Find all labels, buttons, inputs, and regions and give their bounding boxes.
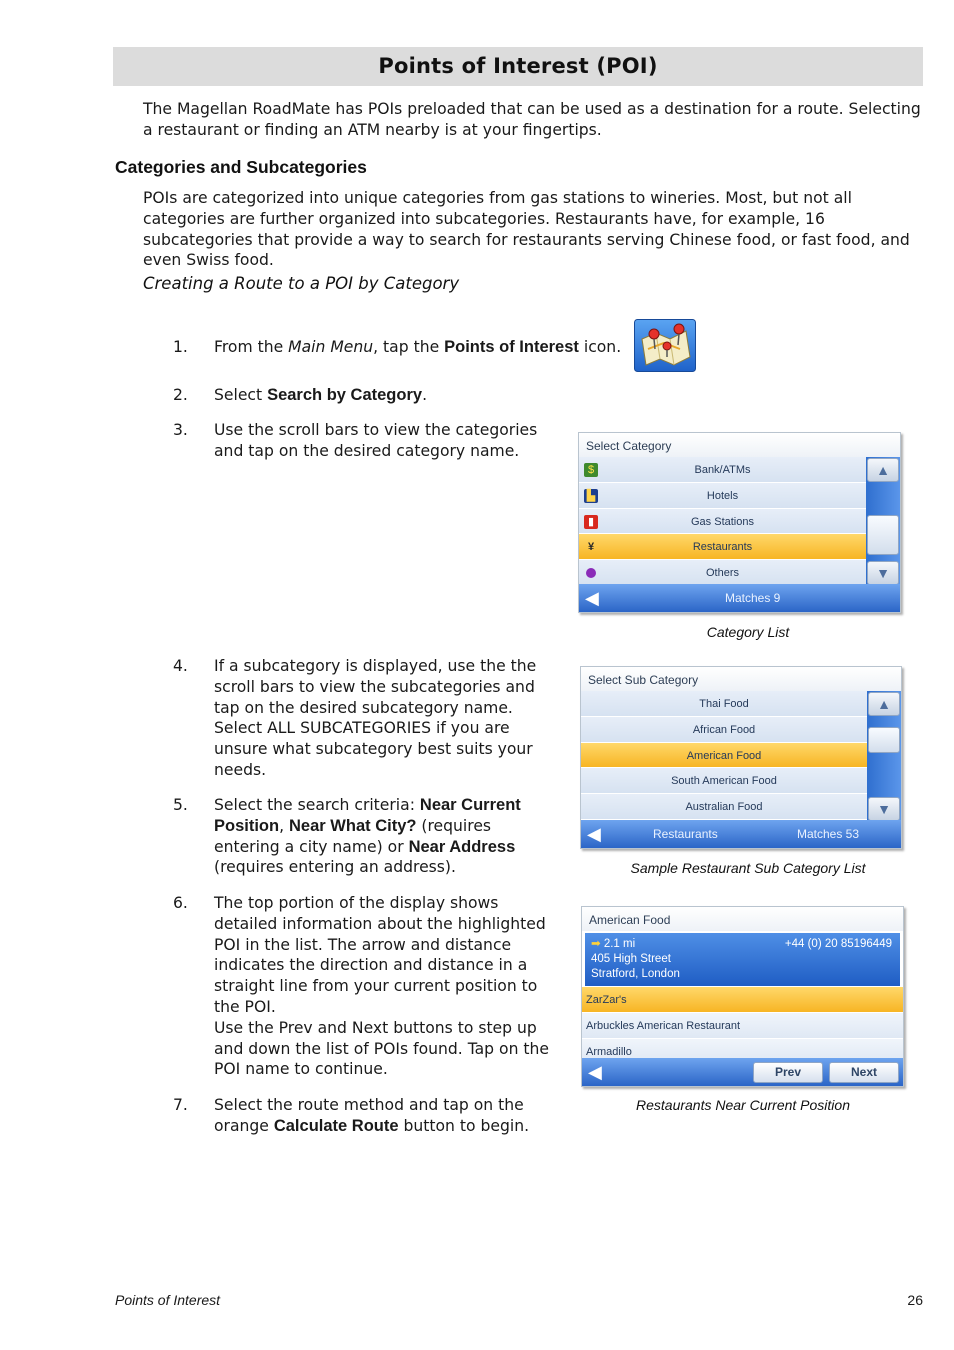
screen-header: Select Sub Category — [581, 667, 901, 691]
back-arrow-icon[interactable]: ◀ — [585, 588, 599, 608]
list-item-label: South American Food — [671, 775, 777, 788]
list-item-selected[interactable] — [579, 534, 866, 560]
list-item-label: African Food — [692, 723, 756, 736]
step-2-text-a: Select — [214, 386, 268, 404]
restaurant-icon: ¥ — [587, 541, 595, 554]
list-item-label: American Food — [686, 749, 762, 762]
step-1-text-c: , tap the — [373, 338, 445, 356]
calculate-route-ref: Calculate Route — [273, 1116, 399, 1135]
list-item[interactable] — [581, 717, 867, 743]
list-item-label: Hotels — [706, 489, 739, 502]
scroll-thumb[interactable] — [867, 515, 899, 555]
screen-header: Select Category — [579, 433, 900, 457]
footer-category: Restaurants — [653, 827, 718, 841]
matches-count: Matches 53 — [797, 827, 860, 841]
scroll-thumb[interactable] — [868, 727, 900, 753]
subsection-heading: Creating a Route to a POI by Category — [143, 274, 460, 293]
figure-caption: Sample Restaurant Sub Category List — [630, 860, 866, 876]
step-4-text: If a subcategory is displayed, use the the scroll bars to view the subcategories and tap on the desired subcategory name. Select ALL SUBCATEGORIES if you are unsure what subcategory best suits your needs. — [214, 657, 537, 779]
restaurants-screen — [581, 906, 904, 1087]
category-list — [579, 457, 866, 586]
step-1-text-e: icon. — [578, 338, 622, 356]
back-arrow-icon[interactable]: ◀ — [587, 824, 601, 844]
near-address-ref: Near Address — [408, 837, 516, 856]
title-bar — [113, 47, 923, 86]
list-item-label: Bank/ATMs — [694, 464, 751, 476]
list-item-label: Thai Food — [699, 698, 749, 710]
prev-button[interactable]: Prev — [753, 1062, 823, 1083]
list-item-label: Restaurants — [692, 541, 753, 554]
list-item-label: Australian Food — [685, 801, 763, 814]
step-2-text — [214, 385, 554, 406]
step-2-number: 2. — [173, 386, 188, 404]
list-item[interactable] — [582, 1013, 903, 1039]
list-item[interactable] — [579, 560, 866, 586]
direction-arrow-icon: ➡ — [591, 938, 601, 950]
subcategory-list-screen — [580, 666, 902, 849]
step-1-number: 1. — [173, 338, 188, 356]
figure-caption: Restaurants Near Current Position — [636, 1097, 850, 1113]
list-item-label: Armadillo — [586, 1045, 632, 1058]
section-heading: Categories and Subcategories — [115, 157, 367, 177]
figure-caption: Category List — [706, 624, 790, 640]
search-by-category-ref: Search by Category — [267, 386, 423, 404]
page-number: 26 — [907, 1292, 923, 1308]
list-item-label: Others — [705, 567, 739, 580]
map-poi-icon — [634, 319, 696, 372]
list-item[interactable] — [579, 457, 866, 483]
step-5-text-a: Select the search criteria: — [214, 796, 420, 814]
poi-distance: 2.1 mi — [603, 938, 636, 950]
list-item[interactable] — [581, 794, 867, 820]
step-5-number: 5. — [173, 796, 188, 814]
subcategory-list — [581, 691, 867, 822]
poi-list — [582, 987, 903, 1064]
list-item[interactable] — [581, 691, 867, 717]
poi-street: 405 High Street — [591, 953, 671, 965]
list-item[interactable] — [581, 768, 867, 794]
intro-paragraph: The Magellan RoadMate has POIs preloaded that can be used as a destination for a route. Selecting a restaurant or finding an ATM nearby is at your fingertips. — [143, 100, 921, 139]
scrollbar[interactable] — [866, 457, 900, 586]
list-item-label: ZarZar's — [586, 994, 627, 1006]
hotel-icon: ▙ — [584, 489, 598, 503]
step-1-text-a: From the — [214, 338, 289, 356]
step-6-number: 6. — [173, 894, 188, 912]
back-arrow-icon[interactable]: ◀ — [588, 1062, 602, 1082]
scroll-up-icon[interactable]: ▲ — [868, 692, 900, 716]
step-6-text-2: Use the Prev and Next buttons to step up and down the list of POIs found. Tap on the POI name to continue. — [214, 1018, 550, 1079]
step-4-number: 4. — [173, 657, 188, 675]
list-item-label: Gas Stations — [691, 515, 754, 528]
next-button[interactable]: Next — [829, 1062, 899, 1083]
poi-city: Stratford, London — [591, 968, 680, 980]
bank-atm-icon: $ — [584, 463, 598, 477]
step-7-text-c: button to begin. — [398, 1116, 530, 1135]
step-1-text — [214, 337, 634, 358]
gas-station-icon: ▮ — [584, 515, 598, 529]
list-item-selected[interactable] — [581, 743, 867, 769]
category-list-screen — [578, 432, 901, 613]
scrollbar[interactable] — [867, 691, 901, 822]
step-5-text-g: (requires entering an address). — [214, 858, 456, 877]
step-2-text-c: . — [422, 386, 428, 404]
scroll-up-icon[interactable]: ▲ — [867, 458, 899, 482]
step-6-text — [214, 893, 549, 1080]
screen-footer — [579, 584, 900, 612]
section-paragraph: POIs are categorized into unique categories from gas stations to wineries. Most, but not all categories are further organized into subcategories. Restaurants have, for example, 16 subcategories that provide a way to search for restaurants serving Chinese food, or fast food, and even Swiss food. — [143, 189, 910, 270]
near-what-city-ref: Near What City? — [289, 816, 417, 835]
step-3-number: 3. — [173, 421, 188, 439]
near-current-position-ref: Near Current Position — [214, 796, 521, 835]
step-6-text-1: The top portion of the display shows detailed information about the highlighted POI in the list. The arrow and distance indicates the direction and distance in a straight line from your current position to the POI. — [214, 894, 546, 1016]
step-7-text-a: Select the route method and tap on the orange — [214, 1096, 524, 1135]
screen-footer — [582, 1058, 903, 1086]
list-item[interactable] — [579, 509, 866, 535]
poi-phone: +44 (0) 20 85196449 — [784, 938, 892, 950]
screen-header: American Food — [582, 907, 903, 931]
list-item[interactable] — [579, 483, 866, 509]
poi-ref: Points of Interest — [444, 338, 579, 356]
matches-count: Matches 9 — [725, 591, 781, 605]
poi-detail-top — [591, 937, 894, 952]
list-item-selected[interactable] — [582, 987, 903, 1013]
step-3-text: Use the scroll bars to view the categories and tap on the desired category name. — [214, 421, 538, 460]
scroll-down-icon[interactable]: ▼ — [868, 797, 900, 821]
step-5-text-e: (requires entering a city name) or — [214, 816, 492, 856]
screen-footer — [581, 820, 901, 848]
step-7-text — [214, 1095, 554, 1137]
poi-detail-panel — [585, 933, 900, 986]
page-title: Points of Interest (POI) — [378, 54, 658, 78]
list-item-label: Arbuckles American Restaurant — [586, 1019, 741, 1032]
step-7-number: 7. — [173, 1096, 188, 1114]
scroll-down-icon[interactable]: ▼ — [867, 561, 899, 585]
step-5-text — [214, 795, 554, 878]
step-5-text-c: , — [279, 816, 290, 835]
main-menu-ref: Main Menu — [288, 338, 374, 356]
footer-section-name: Points of Interest — [115, 1292, 221, 1308]
